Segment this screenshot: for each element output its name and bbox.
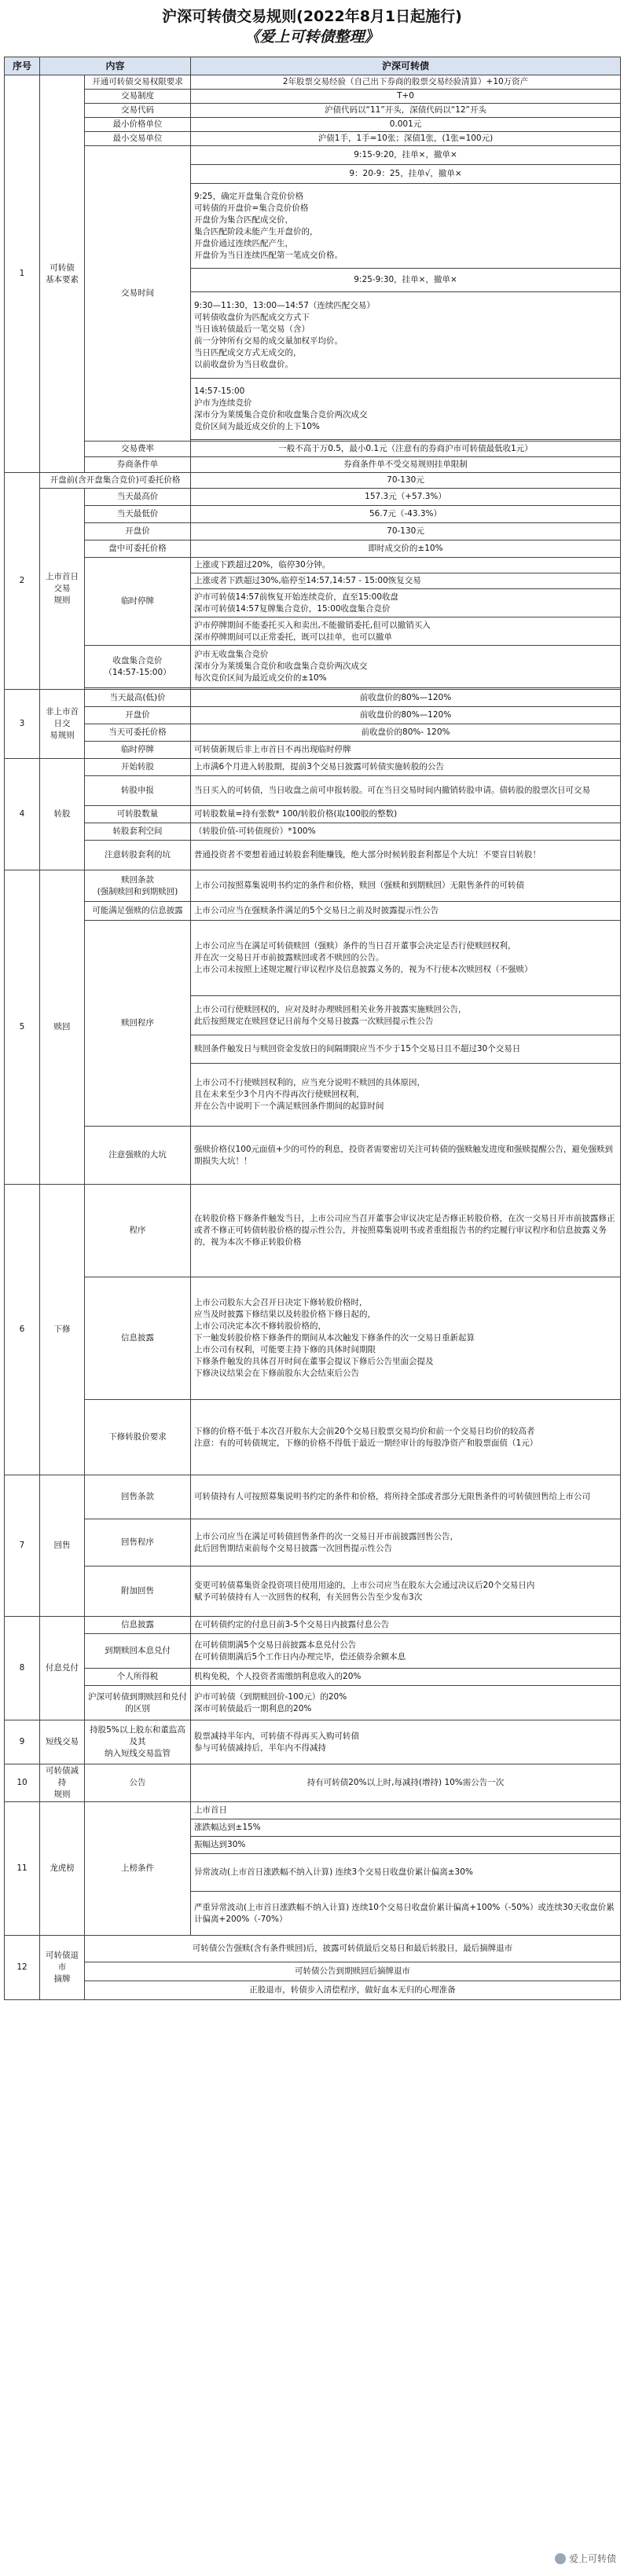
row-label: 转股套利空间	[85, 823, 191, 841]
row-value: 9：20-9：25，挂单√，撤单×	[191, 165, 621, 184]
row-value: （转股价值-可转债现价）*100%	[191, 823, 621, 841]
row-label: 当天可委托价格	[85, 724, 191, 742]
row-label: 开盘价	[85, 523, 191, 540]
row-value: 56.7元（-43.3%）	[191, 506, 621, 523]
row-value: 普通投资者不要想着通过转股套利能赚钱，绝大部分时候转股套利都是个大坑！不要盲目转股！	[191, 841, 621, 870]
row-label: 赎回程序	[85, 921, 191, 1127]
row-value: 异常波动(上市首日涨跌幅不纳入计算) 连续3个交易日收盘价累计偏离±30%	[191, 1854, 621, 1892]
row-label: 最小交易单位	[85, 132, 191, 146]
row-value: 上市公司按照募集说明书约定的条件和价格，赎回（强赎和到期赎回）无限售条件的可转债	[191, 870, 621, 902]
row-value: 可转债公告到期赎回后摘牌退市	[85, 1962, 621, 1981]
row-value: 上市公司应当在满足可转债赎回（强赎）条件的当日召开董事会决定是否行使赎回权利， 并在次一交易日开市前披露赎回或者不赎回的公告。 上市公司未按照上述规定履行审议程序及信息披露义务的，视为不行使本次赎回权（不强赎）	[191, 921, 621, 996]
page-title: 沪深可转债交易规则(2022年8月1日起施行)	[162, 8, 462, 25]
row-value: 上市公司应当在强赎条件满足的5个交易日之前及时披露提示性公告	[191, 902, 621, 921]
row-value: 在可转债期满5个交易日前披露本息兑付公告 在可转债期满后5个工作日内办理完毕，偿还债券余额本息	[191, 1634, 621, 1669]
row-label: 最小价格单位	[85, 118, 191, 132]
row-value: 机构免税，个人投资者需缴纳利息收入的20%	[191, 1669, 621, 1686]
row-value: 沪债1手，1手=10张；深债1张，(1张=100元)	[191, 132, 621, 146]
row-value: 一般不高于万0.5，最小0.1元（注意有的券商沪市可转债最低收1元）	[191, 442, 621, 457]
row-label: 盘中可委托价格	[85, 540, 191, 558]
row-value: 沪市可转债14:57前恢复开始连续竞价，直至15:00收盘 深市可转债14:57复牌集合竞价，15:00收盘集合竞价	[191, 589, 621, 617]
watermark-text: 爱上可转债	[568, 2553, 616, 2564]
row-label: 到期赎回本息兑付	[85, 1634, 191, 1669]
row-value: 股票减持半年内，可转债不得再买入购可转债 参与可转债减持后，半年内不得减持	[191, 1720, 621, 1764]
row-label: 开盘前(含开盘集合竞价)可委托价格	[40, 473, 191, 489]
section-name: 转股	[40, 759, 85, 870]
row-label: 开盘价	[85, 707, 191, 724]
row-value: 可转债新规后非上市首日不再出现临时停牌	[191, 742, 621, 759]
row-value: 当日买入的可转债，当日收盘之前可申报转股。可在当日交易时间内撤销转股申请。债转股的股票次日可交易	[191, 776, 621, 806]
section-name: 非上市首日交 易规则	[40, 690, 85, 759]
row-value: 强赎价格仅100元面值+少的可怜的利息，投资者需要密切关注可转债的强赎触发进度和强赎提醒公告，避免强赎到期损失大坑！！	[191, 1127, 621, 1185]
row-label: 交易代码	[85, 104, 191, 118]
row-value: 上市公司不行使赎回权利的，应当充分说明不赎回的具体原因， 且在未来至少3个月内不得再次行使赎回权利， 并在公告中说明下一个满足赎回条件期间的起算时间	[191, 1064, 621, 1127]
row-value: 沪市停牌期间不能委托买入和卖出,不能撤销委托,但可以撤销买入 深市停牌期间可以正常委托，既可以挂单，也可以撤单	[191, 617, 621, 646]
section-number: 6	[5, 1185, 40, 1475]
section-name: 付息兑付	[40, 1617, 85, 1720]
section-number: 2	[5, 473, 40, 690]
row-value: 上市满6个月进入转股期，提前3个交易日披露可转债实施转股的公告	[191, 759, 621, 776]
row-label: 当天最高价	[85, 489, 191, 506]
title-block	[0, 0, 624, 50]
row-value: 前收盘价的80%—120%	[191, 707, 621, 724]
row-value: 振幅达到30%	[191, 1837, 621, 1854]
row-label: 信息披露	[85, 1277, 191, 1400]
row-label: 可转股数量	[85, 806, 191, 823]
row-label: 开通可转债交易权限要求	[85, 75, 191, 90]
row-value: T+0	[191, 90, 621, 104]
row-label: 交易时间	[85, 146, 191, 442]
row-value: 前收盘价的80%—120%	[191, 690, 621, 707]
row-label: 临时停牌	[85, 742, 191, 759]
row-value: 沪债代码以“11”开头，深债代码以“12”开头	[191, 104, 621, 118]
row-value: 严重异常波动(上市首日涨跌幅不纳入计算) 连续10个交易日收盘价累计偏离+100%（-50%）或连续30天收盘价累计偏离+200%（-70%）	[191, 1892, 621, 1936]
row-label: 回售条款	[85, 1475, 191, 1519]
row-value: 9:30—11:30，13:00—14:57（连续匹配交易） 可转债收盘价为匹配成交方式下 当日该转债最后一笔交易（含） 前一分钟所有交易的成交量加权平均价。 当日匹配成交方式无成交的， 以前收盘价为当日收盘价。	[191, 292, 621, 379]
row-value: 上市首日	[191, 1802, 621, 1819]
row-value: 0.001元	[191, 118, 621, 132]
row-value: 上市公司应当在满足可转债回售条件的次一交易日开市前披露回售公告， 此后回售期结束前每个交易日披露一次回售提示性公告	[191, 1519, 621, 1566]
row-label: 可能满足强赎的信息披露	[85, 902, 191, 921]
row-value: 上涨或下跌超过20%，临停30分钟。	[191, 558, 621, 573]
section-number: 3	[5, 690, 40, 759]
section-number: 1	[5, 75, 40, 473]
row-label: 交易制度	[85, 90, 191, 104]
section-number: 5	[5, 870, 40, 1185]
rules-table	[4, 57, 621, 2000]
row-label: 开始转股	[85, 759, 191, 776]
section-number: 9	[5, 1720, 40, 1764]
section-name: 赎回	[40, 870, 85, 1185]
row-value: 可转股数量=持有张数* 100/转股价格(取100股的整数)	[191, 806, 621, 823]
row-value: 正股退市，转债步入清偿程序，做好血本无归的心理准备	[85, 1981, 621, 2000]
row-label: 当天最低价	[85, 506, 191, 523]
page-subtitle: 《爱上可转债整理》	[244, 28, 380, 46]
row-value: 可转债公告强赎(含有条件赎回)后，披露可转债最后交易日和最后转股日，最后摘牌退市	[85, 1936, 621, 1962]
section-number: 7	[5, 1475, 40, 1617]
row-value: 券商条件单不受交易规则挂单限制	[191, 457, 621, 473]
section-number: 12	[5, 1936, 40, 2000]
row-value: 14:57-15:00 沪市为连续竞价 深市分为莱缓集合竞价和收盘集合竞价两次成交 竞价区间为最近成交价的上下10%	[191, 379, 621, 440]
section-name: 可转债退市 摘牌	[40, 1936, 85, 2000]
row-value: 持有可转债20%以上时,每减持(增持) 10%需公告一次	[191, 1764, 621, 1802]
row-value: 可转债持有人可按照募集说明书约定的条件和价格，将所持全部或者部分无限售条件的可转债回售给上市公司	[191, 1475, 621, 1519]
section-name: 龙虎榜	[40, 1802, 85, 1936]
row-label: 注意转股套利的坑	[85, 841, 191, 870]
section-name: 可转债减持 规则	[40, 1764, 85, 1802]
row-value: 在可转债约定的付息日前3-5个交易日内披露付息公告	[191, 1617, 621, 1634]
row-value: 9:15-9:20，挂单×，撤单×	[191, 146, 621, 165]
row-value: 上涨或者下跌超过30%,临停至14:57,14:57 - 15:00恢复交易	[191, 573, 621, 589]
section-number: 10	[5, 1764, 40, 1802]
header-content: 内容	[40, 57, 191, 75]
row-value: 变更可转债募集资金投资项目使用用途的，上市公司应当在股东大会通过决议后20个交易日内 赋予可转债持有人一次回售的权利，有关回售公告至少发布3次	[191, 1566, 621, 1617]
row-value: 上市公司股东大会召开日决定下修转股价格时， 应当及时披露下修结果以及转股价格下修日起的， 上市公司决定本次不修转股价格的， 下一触发转股价格下修条件的期间从本次触发下修条件的次一交易日重新起算 上市公司有权利，可能要主持下修的具体时间期限 下修条件触发的具体召开时间在董事会提议下修后公告里面会提及 下修决议结果会在下修前股东大会结束后公告	[191, 1277, 621, 1400]
row-value: 9:25，确定开盘集合竞价价格 可转债的开盘价=集合竞价价格 开盘价为集合匹配成交价， 集合匹配阶段未能产生开盘价的， 开盘价通过连续匹配产生， 开盘价为当日连续匹配第一笔成交价格。	[191, 184, 621, 269]
row-label: 下修转股价要求	[85, 1400, 191, 1475]
row-label: 收盘集合竞价 （14:57-15:00）	[85, 646, 191, 688]
row-value: 70-130元	[191, 473, 621, 489]
row-value: 涨跌幅达到±15%	[191, 1819, 621, 1837]
row-value: 沪市可转债（到期赎回价-100元）的20% 深市可转债最后一期利息的20%	[191, 1686, 621, 1720]
row-value: 在转股价格下修条件触发当日，上市公司应当召开董事会审议决定是否修正转股价格，在次一交易日开市前披露修正或者不修正可转债转股价格的提示性公告，并按照募集说明书或者重组报告书的约定履行审议程序和信息披露义务的，视为本次不修正转股价格	[191, 1185, 621, 1277]
row-value: 赎回条件触发日与赎回资金发放日的间隔期限应当不少于15个交易日且不超过30个交易日	[191, 1035, 621, 1064]
row-label: 当天最高(低)价	[85, 690, 191, 707]
row-label: 个人所得税	[85, 1669, 191, 1686]
watermark	[555, 2552, 616, 2565]
table-row	[5, 75, 621, 90]
row-label: 券商条件单	[85, 457, 191, 473]
section-name: 回售	[40, 1475, 85, 1617]
row-label: 持股5%以上股东和董监高及其 纳入短线交易监管	[85, 1720, 191, 1764]
header-num: 序号	[5, 57, 40, 75]
wechat-logo-icon	[555, 2553, 566, 2564]
row-value: 9:25-9:30，挂单×，撤单×	[191, 269, 621, 292]
row-value: 2年股票交易经验（自己出下券商的股票交易经验清算）+10万资产	[191, 75, 621, 90]
row-label: 交易费率	[85, 442, 191, 457]
section-number: 4	[5, 759, 40, 870]
section-name: 下修	[40, 1185, 85, 1475]
section-number: 8	[5, 1617, 40, 1720]
section-name: 可转债 基本要素	[40, 75, 85, 473]
row-label: 附加回售	[85, 1566, 191, 1617]
header-rules: 沪深可转债	[191, 57, 621, 75]
table-header-row	[5, 57, 621, 75]
row-label: 回售程序	[85, 1519, 191, 1566]
row-label: 临时停牌	[85, 558, 191, 646]
row-value: 上市公司行使赎回权的，应对及时办理赎回相关业务并披露实施赎回公告， 此后按照规定在赎回登记日前每个交易日披露一次赎回提示性公告	[191, 996, 621, 1035]
row-label: 沪深可转债到期赎回和兑付的区别	[85, 1686, 191, 1720]
row-label: 信息披露	[85, 1617, 191, 1634]
row-label: 程序	[85, 1185, 191, 1277]
row-label: 上榜条件	[85, 1802, 191, 1936]
section-name: 短线交易	[40, 1720, 85, 1764]
row-label: 公告	[85, 1764, 191, 1802]
section-number: 11	[5, 1802, 40, 1936]
row-value: 即时成交价的±10%	[191, 540, 621, 558]
row-value: 157.3元（+57.3%）	[191, 489, 621, 506]
row-value: 下修的价格不低于本次召开股东大会前20个交易日股票交易均价和前一个交易日均价的较高者 注意：有的可转债规定，下修的价格不得低于最近一期经审计的每股净资产和股票面值（1元）	[191, 1400, 621, 1475]
row-value: 前收盘价的80%- 120%	[191, 724, 621, 742]
row-value: 70-130元	[191, 523, 621, 540]
row-label: 注意强赎的大坑	[85, 1127, 191, 1185]
row-value: 沪市无收盘集合竞价 深市分为莱缓集合竞价和收盘集合竞价两次成交 每次竞价区间为最近成交价的±10%	[191, 646, 621, 688]
row-label: 转股申报	[85, 776, 191, 806]
section-name: 上市首日交易 规则	[40, 489, 85, 690]
row-label: 赎回条款 (强制赎回和到期赎回)	[85, 870, 191, 902]
